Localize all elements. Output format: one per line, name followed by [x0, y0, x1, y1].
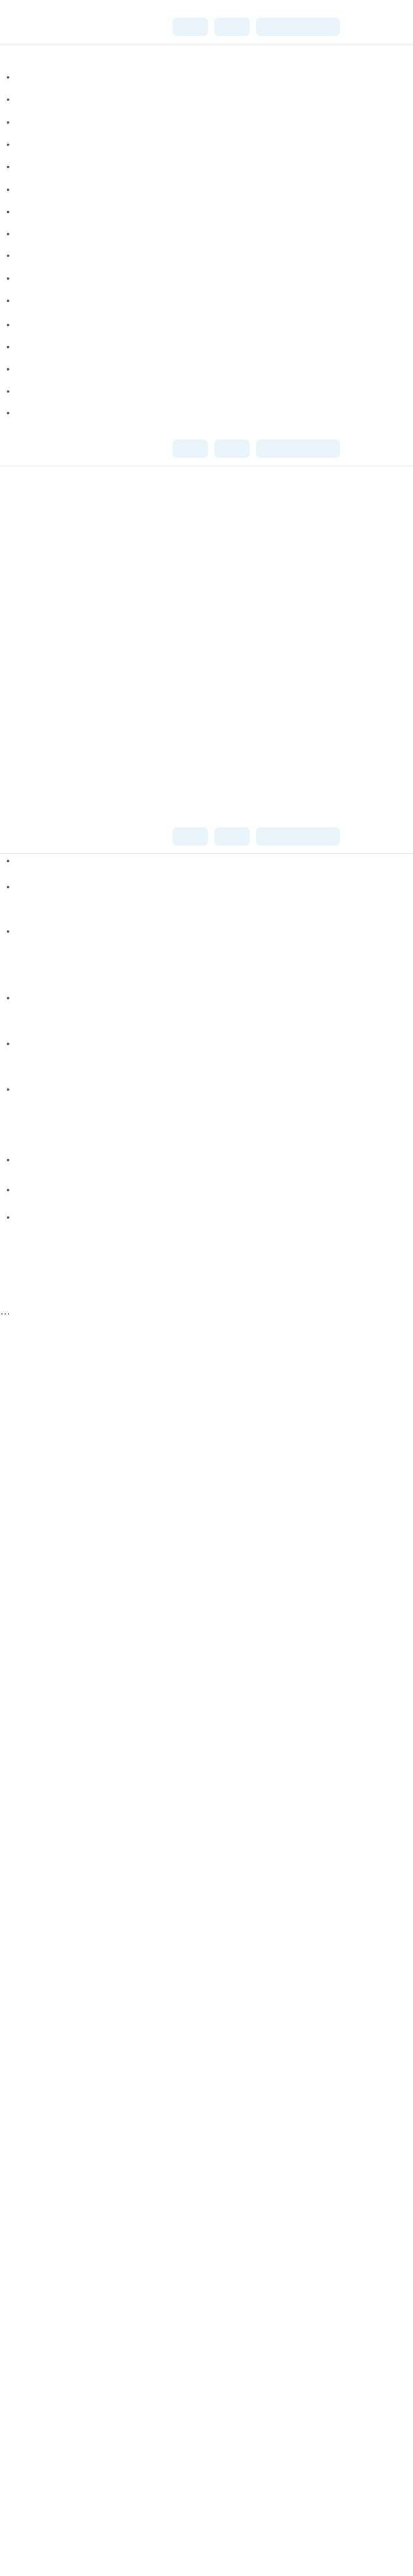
all-exercises-button[interactable]: [256, 439, 340, 458]
prev-exercise-button[interactable]: [173, 827, 208, 846]
exercise-header: [0, 9, 413, 44]
next-exercise-button[interactable]: [214, 827, 250, 846]
next-exercise-button[interactable]: [214, 18, 250, 36]
translation-text: [0, 457, 405, 461]
all-exercises-button[interactable]: [256, 827, 340, 846]
next-exercise-button[interactable]: [214, 439, 250, 458]
prev-exercise-button[interactable]: [173, 439, 208, 458]
prev-exercise-button[interactable]: [173, 18, 208, 36]
exercise-header: [0, 819, 413, 854]
header-divider: [0, 853, 413, 854]
all-exercises-button[interactable]: [256, 18, 340, 36]
exercise-header: …: [0, 1294, 413, 1329]
